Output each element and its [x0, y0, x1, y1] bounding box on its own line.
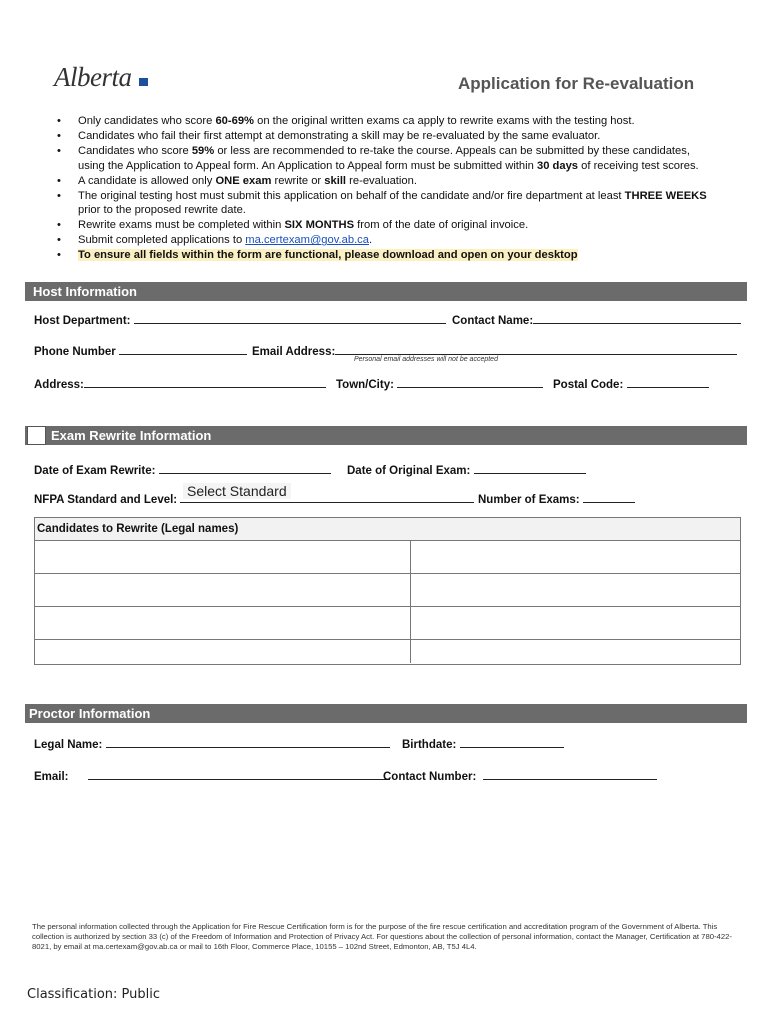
postal-code-label: Postal Code:: [553, 379, 624, 391]
exam-rewrite-header: Exam Rewrite Information: [25, 426, 747, 445]
instruction-text: of receiving test scores.: [578, 159, 699, 172]
exam-rewrite-checkbox[interactable]: [27, 426, 46, 445]
instruction-item: [54, 144, 714, 174]
candidate-name-cell[interactable]: [411, 541, 740, 574]
instruction-item: [54, 174, 714, 189]
instruction-text: prior to the proposed rewrite date.: [78, 204, 246, 217]
proctor-contact-number-field[interactable]: [383, 768, 657, 783]
candidate-name-cell[interactable]: [35, 640, 411, 663]
page-title: Application for Re-evaluation: [458, 74, 695, 93]
instruction-text: A candidate is allowed only: [78, 174, 216, 187]
candidates-table: [34, 517, 741, 665]
proctor-legal-name-field[interactable]: [34, 736, 390, 751]
candidate-name-cell[interactable]: [35, 574, 411, 607]
instruction-text: re-evaluation.: [346, 174, 417, 187]
proctor-birthdate-label: Birthdate:: [402, 739, 457, 751]
date-exam-rewrite-label: Date of Exam Rewrite:: [34, 465, 156, 477]
address-field[interactable]: [34, 376, 326, 391]
alberta-flag-icon: [139, 78, 148, 86]
privacy-notice: The personal information collected through the Application for Fire Rescue Certification form is for the purpose of the fire rescue certification and accreditation program of the Government of Alberta. This collection is authorized by section 33 (c) of the Freedom of Information and Protection of Privacy Act. For questions about the collection of personal information, contact the Manager, Certification at 780-422-8021, by email at ma.certexam@gov.ab.ca or mail to 16th Floor, Commerce Place, 10155 – 102nd Street, Edmonton, AB, T5J 4L4.: [32, 922, 732, 952]
date-exam-rewrite-field[interactable]: [34, 462, 331, 477]
phone-number-label: Phone Number: [34, 346, 116, 358]
town-city-label: Town/City:: [336, 379, 394, 391]
email-address-label: Email Address:: [252, 346, 336, 358]
proctor-contact-number-label: Contact Number:: [383, 771, 477, 783]
candidate-name-cell[interactable]: [35, 607, 411, 640]
instruction-item: [54, 233, 714, 248]
instruction-text: Submit completed applications to: [78, 234, 246, 247]
highlighted-instruction: To ensure all fields within the form are functional, please download and open on your desktop: [78, 249, 578, 262]
proctor-information-header: Proctor Information: [25, 704, 747, 723]
instruction-item: [54, 114, 714, 129]
classification-label: Classification: Public: [27, 987, 161, 1002]
instruction-item: [54, 218, 714, 233]
email-note: Personal email addresses will not be accepted: [354, 356, 498, 363]
candidate-name-cell[interactable]: [411, 607, 740, 640]
emphasis-text: skill: [324, 174, 347, 187]
proctor-email-field[interactable]: [34, 768, 390, 783]
nfpa-standard-label: NFPA Standard and Level:: [34, 494, 178, 506]
candidate-name-cell[interactable]: [411, 574, 740, 607]
instruction-text: Rewrite exams must be completed within: [78, 219, 285, 232]
candidates-table-header: Candidates to Rewrite (Legal names): [35, 518, 740, 541]
host-department-label: Host Department:: [34, 315, 131, 327]
instruction-text: Only candidates who score: [78, 115, 216, 127]
nfpa-standard-select[interactable]: Select Standard: [183, 483, 291, 499]
emphasis-text: SIX MONTHS: [284, 219, 355, 232]
emphasis-text: THREE WEEKS: [624, 189, 707, 202]
emphasis-text: 60-69%: [215, 115, 254, 127]
emphasis-text: 59%: [191, 144, 215, 157]
number-of-exams-field[interactable]: [478, 491, 635, 506]
instruction-item: [54, 248, 714, 263]
instructions-list: [54, 114, 714, 263]
address-label: Address:: [34, 379, 84, 391]
emphasis-text: 30 days: [536, 159, 579, 172]
contact-name-label: Contact Name:: [452, 315, 534, 327]
instruction-item: [54, 189, 714, 219]
host-department-field[interactable]: [34, 312, 446, 327]
instruction-text: or less are recommended to re-take the course. Appeals can be submitted by these candidates, using the Application to Appeal form. An Application to Appeal form must be submitted within: [78, 144, 690, 172]
candidate-name-cell[interactable]: [35, 541, 411, 574]
proctor-email-label: Email:: [34, 771, 69, 783]
instruction-text: The original testing host must submit this application on behalf of the candidate and/or fire department at least: [78, 189, 625, 202]
instruction-text: Candidates who score: [78, 144, 192, 157]
proctor-birthdate-field[interactable]: [402, 736, 564, 751]
phone-number-field[interactable]: [34, 343, 247, 358]
instruction-text: on the original written exams ca apply to rewrite exams with the testing host.: [254, 115, 635, 127]
emphasis-text: ONE exam: [215, 174, 272, 187]
host-information-header: Host Information: [25, 282, 747, 301]
instruction-text: rewrite or: [271, 174, 325, 187]
instruction-item: [54, 129, 714, 144]
postal-code-field[interactable]: [553, 376, 709, 391]
number-of-exams-label: Number of Exams:: [478, 494, 580, 506]
instruction-text: from of the date of original invoice.: [354, 219, 529, 232]
alberta-logo: Alberta: [54, 62, 132, 92]
email-link[interactable]: ma.certexam@gov.ab.ca: [245, 234, 369, 247]
candidate-name-cell[interactable]: [411, 640, 740, 663]
town-city-field[interactable]: [336, 376, 543, 391]
proctor-legal-name-label: Legal Name:: [34, 739, 103, 751]
instruction-text: Candidates who fail their first attempt at demonstrating a skill may be re-evaluated by the same evaluator.: [78, 129, 601, 142]
date-original-exam-label: Date of Original Exam:: [347, 465, 471, 477]
date-original-exam-field[interactable]: [347, 462, 586, 477]
instruction-text: .: [369, 234, 373, 247]
contact-name-field[interactable]: [452, 312, 741, 327]
